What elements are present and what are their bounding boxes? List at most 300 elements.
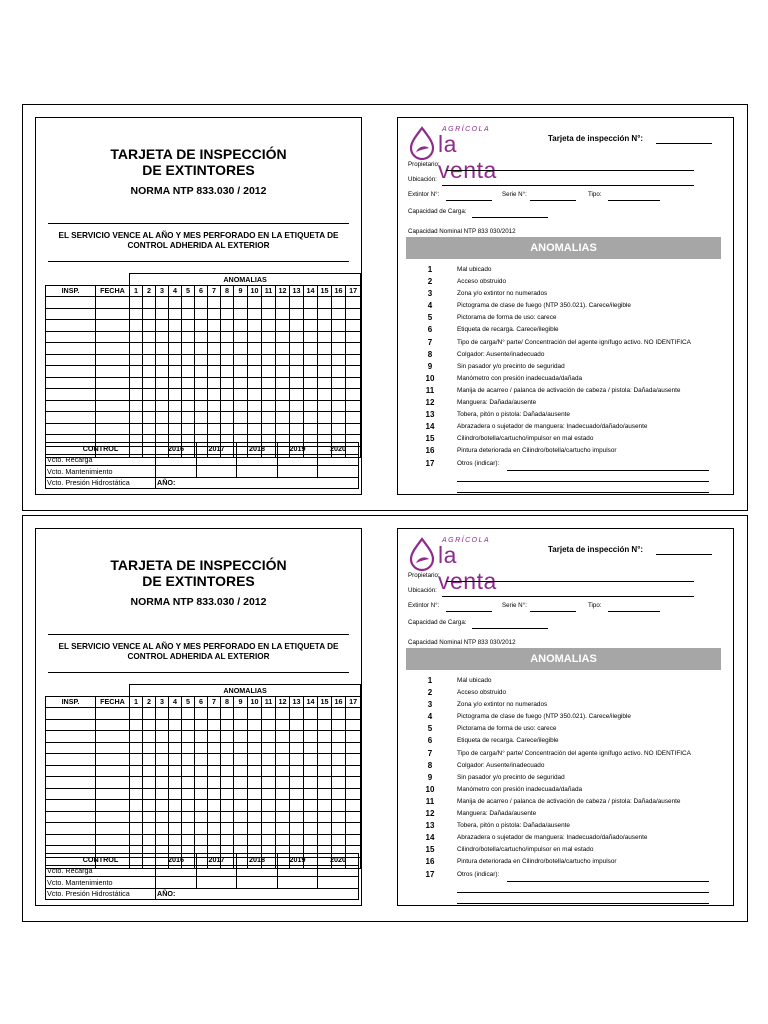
inspection-cell[interactable]	[156, 423, 169, 435]
inspection-cell[interactable]	[290, 366, 304, 378]
inspection-cell[interactable]	[169, 754, 182, 766]
inspection-cell[interactable]	[96, 331, 130, 343]
control-cell[interactable]	[318, 877, 359, 889]
inspection-cell[interactable]	[234, 308, 248, 320]
inspection-cell[interactable]	[143, 354, 156, 366]
inspection-cell[interactable]	[290, 708, 304, 720]
inspection-cell[interactable]	[156, 343, 169, 355]
inspection-cell[interactable]	[332, 343, 346, 355]
inspection-cell[interactable]	[262, 343, 276, 355]
inspection-cell[interactable]	[143, 297, 156, 309]
control-cell[interactable]	[318, 466, 359, 478]
ubicacion-field[interactable]	[442, 596, 694, 597]
inspection-cell[interactable]	[46, 308, 96, 320]
inspection-cell[interactable]	[156, 800, 169, 812]
inspection-cell[interactable]	[195, 788, 208, 800]
inspection-cell[interactable]	[346, 366, 361, 378]
inspection-cell[interactable]	[208, 343, 221, 355]
inspection-cell[interactable]	[46, 788, 96, 800]
inspection-cell[interactable]	[195, 811, 208, 823]
inspection-cell[interactable]	[221, 400, 234, 412]
inspection-cell[interactable]	[332, 366, 346, 378]
inspection-cell[interactable]	[221, 412, 234, 424]
inspection-cell[interactable]	[143, 754, 156, 766]
inspection-cell[interactable]	[221, 823, 234, 835]
inspection-cell[interactable]	[262, 331, 276, 343]
propietario-field[interactable]	[446, 581, 694, 582]
control-cell[interactable]	[278, 877, 318, 889]
inspection-cell[interactable]	[304, 320, 318, 332]
inspection-cell[interactable]	[46, 366, 96, 378]
inspection-cell[interactable]	[195, 308, 208, 320]
inspection-cell[interactable]	[46, 297, 96, 309]
inspection-cell[interactable]	[234, 800, 248, 812]
inspection-cell[interactable]	[130, 400, 143, 412]
inspection-cell[interactable]	[46, 834, 96, 846]
inspection-cell[interactable]	[46, 377, 96, 389]
inspection-cell[interactable]	[276, 343, 290, 355]
inspection-cell[interactable]	[290, 297, 304, 309]
inspection-cell[interactable]	[208, 377, 221, 389]
inspection-cell[interactable]	[169, 719, 182, 731]
inspection-cell[interactable]	[234, 788, 248, 800]
inspection-cell[interactable]	[156, 731, 169, 743]
anio-field[interactable]: AÑO:	[156, 477, 359, 489]
inspection-cell[interactable]	[96, 320, 130, 332]
inspection-cell[interactable]	[346, 834, 361, 846]
inspection-cell[interactable]	[221, 331, 234, 343]
inspection-cell[interactable]	[195, 800, 208, 812]
inspection-cell[interactable]	[262, 320, 276, 332]
inspection-cell[interactable]	[290, 331, 304, 343]
control-cell[interactable]	[278, 454, 318, 466]
inspection-cell[interactable]	[143, 423, 156, 435]
inspection-cell[interactable]	[248, 400, 262, 412]
inspection-cell[interactable]	[143, 800, 156, 812]
inspection-cell[interactable]	[143, 308, 156, 320]
inspection-cell[interactable]	[332, 731, 346, 743]
inspection-cell[interactable]	[143, 765, 156, 777]
inspection-cell[interactable]	[156, 297, 169, 309]
inspection-cell[interactable]	[276, 742, 290, 754]
inspection-cell[interactable]	[169, 834, 182, 846]
inspection-cell[interactable]	[130, 742, 143, 754]
inspection-cell[interactable]	[96, 788, 130, 800]
inspection-cell[interactable]	[332, 708, 346, 720]
inspection-cell[interactable]	[169, 800, 182, 812]
inspection-cell[interactable]	[156, 823, 169, 835]
inspection-cell[interactable]	[156, 742, 169, 754]
inspection-cell[interactable]	[234, 811, 248, 823]
inspection-cell[interactable]	[182, 834, 195, 846]
inspection-cell[interactable]	[182, 719, 195, 731]
inspection-cell[interactable]	[290, 777, 304, 789]
inspection-cell[interactable]	[195, 423, 208, 435]
inspection-cell[interactable]	[290, 377, 304, 389]
inspection-cell[interactable]	[262, 777, 276, 789]
inspection-cell[interactable]	[96, 377, 130, 389]
inspection-cell[interactable]	[169, 823, 182, 835]
inspection-cell[interactable]	[234, 765, 248, 777]
inspection-cell[interactable]	[208, 708, 221, 720]
inspection-cell[interactable]	[248, 354, 262, 366]
inspection-cell[interactable]	[130, 308, 143, 320]
inspection-cell[interactable]	[169, 308, 182, 320]
inspection-cell[interactable]	[318, 811, 332, 823]
serie-field[interactable]	[530, 611, 576, 612]
inspection-cell[interactable]	[248, 788, 262, 800]
propietario-field[interactable]	[446, 170, 694, 171]
inspection-cell[interactable]	[169, 742, 182, 754]
inspection-cell[interactable]	[290, 811, 304, 823]
inspection-cell[interactable]	[208, 331, 221, 343]
inspection-cell[interactable]	[248, 823, 262, 835]
inspection-cell[interactable]	[290, 731, 304, 743]
inspection-cell[interactable]	[290, 343, 304, 355]
inspection-cell[interactable]	[332, 777, 346, 789]
inspection-cell[interactable]	[304, 800, 318, 812]
control-cell[interactable]	[237, 877, 278, 889]
inspection-cell[interactable]	[262, 412, 276, 424]
inspection-cell[interactable]	[143, 412, 156, 424]
inspection-cell[interactable]	[96, 354, 130, 366]
inspection-cell[interactable]	[276, 320, 290, 332]
inspection-cell[interactable]	[304, 412, 318, 424]
inspection-cell[interactable]	[208, 777, 221, 789]
inspection-cell[interactable]	[195, 320, 208, 332]
inspection-cell[interactable]	[262, 708, 276, 720]
inspection-cell[interactable]	[234, 320, 248, 332]
inspection-cell[interactable]	[332, 377, 346, 389]
control-cell[interactable]	[197, 865, 237, 877]
inspection-cell[interactable]	[248, 308, 262, 320]
inspection-cell[interactable]	[332, 389, 346, 401]
inspection-cell[interactable]	[143, 834, 156, 846]
capacidad-carga-field[interactable]	[472, 217, 548, 218]
inspection-cell[interactable]	[208, 366, 221, 378]
inspection-cell[interactable]	[290, 400, 304, 412]
inspection-cell[interactable]	[290, 308, 304, 320]
inspection-cell[interactable]	[276, 708, 290, 720]
inspection-cell[interactable]	[169, 400, 182, 412]
inspection-cell[interactable]	[221, 377, 234, 389]
inspection-cell[interactable]	[290, 765, 304, 777]
inspection-cell[interactable]	[346, 423, 361, 435]
inspection-cell[interactable]	[332, 423, 346, 435]
inspection-cell[interactable]	[346, 811, 361, 823]
inspection-cell[interactable]	[221, 366, 234, 378]
inspection-cell[interactable]	[290, 742, 304, 754]
inspection-cell[interactable]	[130, 331, 143, 343]
inspection-cell[interactable]	[248, 777, 262, 789]
inspection-cell[interactable]	[46, 354, 96, 366]
inspection-cell[interactable]	[156, 777, 169, 789]
inspection-cell[interactable]	[290, 423, 304, 435]
inspection-cell[interactable]	[156, 366, 169, 378]
inspection-cell[interactable]	[318, 742, 332, 754]
inspection-cell[interactable]	[96, 343, 130, 355]
inspection-cell[interactable]	[130, 354, 143, 366]
inspection-cell[interactable]	[169, 297, 182, 309]
inspection-cell[interactable]	[248, 389, 262, 401]
inspection-cell[interactable]	[346, 389, 361, 401]
inspection-cell[interactable]	[234, 777, 248, 789]
inspection-cell[interactable]	[290, 719, 304, 731]
inspection-cell[interactable]	[332, 297, 346, 309]
inspection-cell[interactable]	[346, 343, 361, 355]
inspection-cell[interactable]	[290, 412, 304, 424]
inspection-cell[interactable]	[169, 412, 182, 424]
inspection-cell[interactable]	[290, 354, 304, 366]
anio-field[interactable]: AÑO:	[156, 888, 359, 900]
inspection-cell[interactable]	[332, 719, 346, 731]
inspection-cell[interactable]	[195, 389, 208, 401]
inspection-cell[interactable]	[248, 754, 262, 766]
inspection-cell[interactable]	[332, 834, 346, 846]
inspection-cell[interactable]	[156, 708, 169, 720]
inspection-cell[interactable]	[234, 823, 248, 835]
otros-field-1[interactable]	[507, 470, 709, 471]
inspection-cell[interactable]	[346, 777, 361, 789]
inspection-cell[interactable]	[208, 412, 221, 424]
inspection-cell[interactable]	[248, 708, 262, 720]
inspection-cell[interactable]	[156, 320, 169, 332]
inspection-cell[interactable]	[304, 811, 318, 823]
inspection-cell[interactable]	[143, 389, 156, 401]
inspection-cell[interactable]	[169, 377, 182, 389]
inspection-cell[interactable]	[276, 297, 290, 309]
capacidad-carga-field[interactable]	[472, 628, 548, 629]
inspection-cell[interactable]	[318, 800, 332, 812]
inspection-cell[interactable]	[208, 297, 221, 309]
inspection-cell[interactable]	[169, 423, 182, 435]
control-cell[interactable]	[197, 466, 237, 478]
inspection-cell[interactable]	[195, 742, 208, 754]
inspection-cell[interactable]	[208, 320, 221, 332]
inspection-cell[interactable]	[304, 708, 318, 720]
control-cell[interactable]	[318, 454, 359, 466]
inspection-cell[interactable]	[208, 719, 221, 731]
inspection-cell[interactable]	[156, 765, 169, 777]
inspection-cell[interactable]	[221, 308, 234, 320]
inspection-cell[interactable]	[346, 308, 361, 320]
inspection-cell[interactable]	[318, 788, 332, 800]
inspection-cell[interactable]	[169, 765, 182, 777]
tarjeta-number-field[interactable]	[656, 554, 712, 555]
inspection-cell[interactable]	[96, 412, 130, 424]
inspection-cell[interactable]	[304, 377, 318, 389]
inspection-cell[interactable]	[143, 719, 156, 731]
inspection-cell[interactable]	[221, 777, 234, 789]
inspection-cell[interactable]	[130, 412, 143, 424]
inspection-cell[interactable]	[182, 343, 195, 355]
inspection-cell[interactable]	[304, 834, 318, 846]
inspection-cell[interactable]	[221, 297, 234, 309]
inspection-cell[interactable]	[130, 297, 143, 309]
inspection-cell[interactable]	[262, 308, 276, 320]
inspection-cell[interactable]	[143, 742, 156, 754]
inspection-cell[interactable]	[46, 742, 96, 754]
inspection-cell[interactable]	[346, 742, 361, 754]
inspection-cell[interactable]	[143, 731, 156, 743]
inspection-cell[interactable]	[208, 742, 221, 754]
inspection-cell[interactable]	[234, 343, 248, 355]
inspection-cell[interactable]	[304, 788, 318, 800]
inspection-cell[interactable]	[346, 320, 361, 332]
inspection-cell[interactable]	[143, 343, 156, 355]
inspection-cell[interactable]	[304, 754, 318, 766]
inspection-cell[interactable]	[262, 719, 276, 731]
inspection-cell[interactable]	[221, 719, 234, 731]
inspection-cell[interactable]	[46, 423, 96, 435]
inspection-cell[interactable]	[234, 754, 248, 766]
inspection-cell[interactable]	[221, 811, 234, 823]
inspection-cell[interactable]	[143, 788, 156, 800]
inspection-cell[interactable]	[234, 331, 248, 343]
inspection-cell[interactable]	[208, 400, 221, 412]
inspection-cell[interactable]	[182, 811, 195, 823]
inspection-cell[interactable]	[46, 320, 96, 332]
inspection-cell[interactable]	[169, 320, 182, 332]
inspection-cell[interactable]	[248, 765, 262, 777]
inspection-cell[interactable]	[143, 331, 156, 343]
inspection-cell[interactable]	[332, 320, 346, 332]
inspection-cell[interactable]	[290, 834, 304, 846]
inspection-cell[interactable]	[290, 788, 304, 800]
control-cell[interactable]	[318, 865, 359, 877]
inspection-cell[interactable]	[248, 412, 262, 424]
inspection-cell[interactable]	[262, 765, 276, 777]
inspection-cell[interactable]	[318, 343, 332, 355]
inspection-cell[interactable]	[182, 308, 195, 320]
inspection-cell[interactable]	[208, 423, 221, 435]
inspection-cell[interactable]	[318, 765, 332, 777]
inspection-cell[interactable]	[130, 800, 143, 812]
inspection-cell[interactable]	[130, 754, 143, 766]
extintor-field[interactable]	[446, 611, 492, 612]
control-cell[interactable]	[156, 865, 197, 877]
inspection-cell[interactable]	[96, 754, 130, 766]
inspection-cell[interactable]	[96, 823, 130, 835]
inspection-cell[interactable]	[182, 742, 195, 754]
control-cell[interactable]	[237, 454, 278, 466]
inspection-cell[interactable]	[332, 308, 346, 320]
inspection-cell[interactable]	[156, 811, 169, 823]
inspection-cell[interactable]	[169, 343, 182, 355]
inspection-cell[interactable]	[234, 366, 248, 378]
inspection-cell[interactable]	[130, 823, 143, 835]
inspection-cell[interactable]	[156, 389, 169, 401]
inspection-cell[interactable]	[156, 308, 169, 320]
inspection-cell[interactable]	[318, 389, 332, 401]
inspection-cell[interactable]	[262, 377, 276, 389]
control-cell[interactable]	[156, 466, 197, 478]
inspection-cell[interactable]	[46, 389, 96, 401]
inspection-cell[interactable]	[143, 708, 156, 720]
inspection-cell[interactable]	[182, 354, 195, 366]
inspection-cell[interactable]	[276, 834, 290, 846]
inspection-cell[interactable]	[143, 777, 156, 789]
inspection-cell[interactable]	[169, 731, 182, 743]
inspection-cell[interactable]	[195, 823, 208, 835]
inspection-cell[interactable]	[96, 800, 130, 812]
inspection-cell[interactable]	[130, 377, 143, 389]
inspection-cell[interactable]	[156, 400, 169, 412]
inspection-cell[interactable]	[304, 308, 318, 320]
inspection-cell[interactable]	[130, 777, 143, 789]
inspection-cell[interactable]	[143, 377, 156, 389]
inspection-cell[interactable]	[304, 423, 318, 435]
inspection-cell[interactable]	[208, 788, 221, 800]
inspection-cell[interactable]	[46, 719, 96, 731]
inspection-cell[interactable]	[182, 788, 195, 800]
inspection-cell[interactable]	[276, 331, 290, 343]
inspection-cell[interactable]	[234, 389, 248, 401]
inspection-cell[interactable]	[304, 366, 318, 378]
tipo-field[interactable]	[608, 200, 660, 201]
inspection-cell[interactable]	[208, 834, 221, 846]
inspection-cell[interactable]	[130, 731, 143, 743]
inspection-cell[interactable]	[182, 297, 195, 309]
inspection-cell[interactable]	[290, 823, 304, 835]
inspection-cell[interactable]	[130, 788, 143, 800]
inspection-cell[interactable]	[318, 354, 332, 366]
inspection-cell[interactable]	[248, 297, 262, 309]
inspection-cell[interactable]	[169, 708, 182, 720]
inspection-cell[interactable]	[46, 331, 96, 343]
inspection-cell[interactable]	[234, 354, 248, 366]
inspection-cell[interactable]	[318, 754, 332, 766]
extintor-field[interactable]	[446, 200, 492, 201]
inspection-cell[interactable]	[130, 765, 143, 777]
inspection-cell[interactable]	[195, 708, 208, 720]
inspection-cell[interactable]	[276, 412, 290, 424]
inspection-cell[interactable]	[276, 423, 290, 435]
otros-field-3[interactable]	[457, 492, 709, 493]
inspection-cell[interactable]	[195, 377, 208, 389]
inspection-cell[interactable]	[318, 719, 332, 731]
inspection-cell[interactable]	[208, 811, 221, 823]
inspection-cell[interactable]	[221, 788, 234, 800]
inspection-cell[interactable]	[276, 811, 290, 823]
inspection-cell[interactable]	[304, 823, 318, 835]
inspection-cell[interactable]	[195, 412, 208, 424]
inspection-cell[interactable]	[318, 834, 332, 846]
inspection-cell[interactable]	[318, 777, 332, 789]
control-cell[interactable]	[197, 454, 237, 466]
inspection-cell[interactable]	[346, 354, 361, 366]
inspection-cell[interactable]	[96, 308, 130, 320]
inspection-cell[interactable]	[332, 765, 346, 777]
inspection-cell[interactable]	[221, 742, 234, 754]
inspection-cell[interactable]	[182, 731, 195, 743]
serie-field[interactable]	[530, 200, 576, 201]
inspection-cell[interactable]	[318, 731, 332, 743]
otros-field-3[interactable]	[457, 903, 709, 904]
inspection-cell[interactable]	[96, 731, 130, 743]
inspection-cell[interactable]	[234, 297, 248, 309]
inspection-cell[interactable]	[182, 412, 195, 424]
inspection-cell[interactable]	[130, 834, 143, 846]
inspection-cell[interactable]	[276, 389, 290, 401]
inspection-cell[interactable]	[346, 377, 361, 389]
inspection-cell[interactable]	[195, 331, 208, 343]
inspection-cell[interactable]	[304, 719, 318, 731]
inspection-cell[interactable]	[221, 343, 234, 355]
inspection-cell[interactable]	[169, 354, 182, 366]
inspection-cell[interactable]	[332, 754, 346, 766]
control-cell[interactable]	[156, 454, 197, 466]
